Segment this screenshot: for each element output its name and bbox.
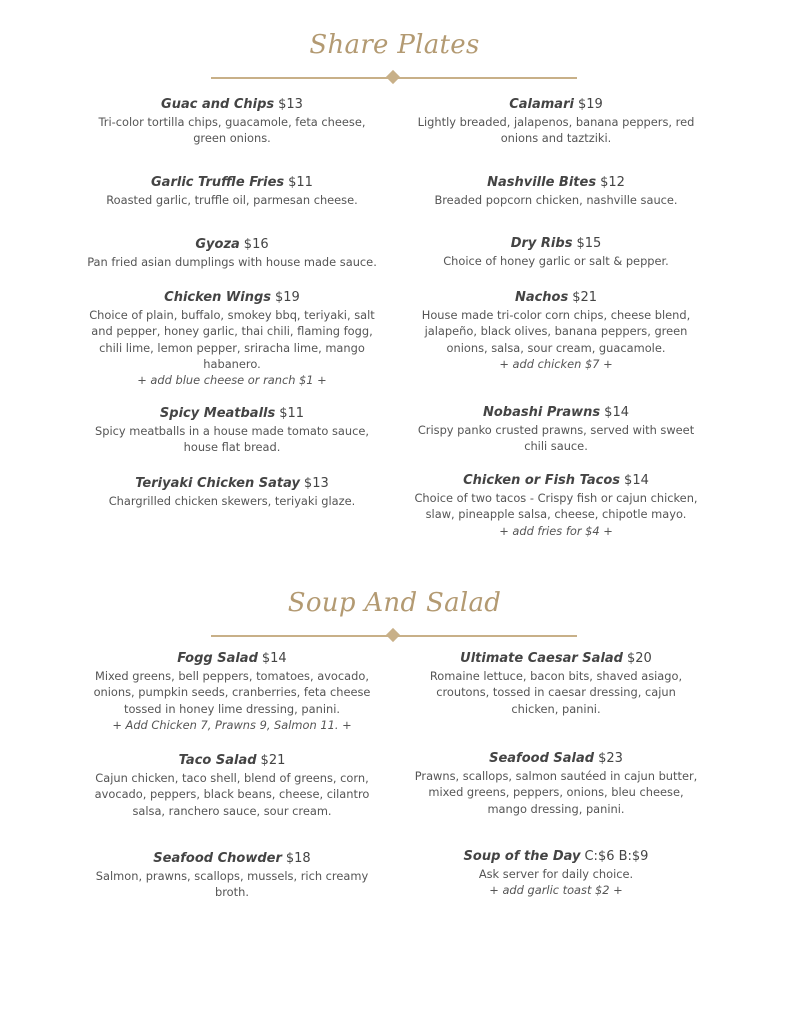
item-name: Dry Ribs	[510, 236, 573, 251]
item-description: Choice of two tacos - Crispy fish or cajun chicken, slaw, pineapple salsa, cheese, chipotle mayo.	[414, 491, 698, 522]
menu-item-nobashi-prawns	[411, 404, 701, 455]
menu-item-nachos	[411, 289, 701, 372]
item-name: Guac and Chips	[161, 97, 275, 112]
item-description: Prawns, scallops, salmon sautéed in cajun butter, mixed greens, peppers, onions, bleu cheese, mango dressing, panini.	[414, 769, 698, 816]
item-description: Cajun chicken, taco shell, blend of greens, corn, avocado, peppers, black beans, cheese, cilantro salsa, ranchero sauce, sour cream.	[94, 771, 370, 818]
item-description: Breaded popcorn chicken, nashville sauce.	[434, 193, 678, 207]
soup-and-salad-divider	[211, 630, 577, 642]
menu-item-garlic-truffle-fries	[87, 174, 377, 208]
menu-item-chicken-wings	[87, 289, 377, 388]
item-addon-note: + Add Chicken 7, Prawns 9, Salmon 11. +	[112, 717, 352, 732]
item-name: Spicy Meatballs	[159, 406, 276, 421]
item-name: Nashville Bites	[487, 175, 597, 190]
item-name: Chicken Wings	[164, 290, 271, 305]
item-addon-note: + add chicken $7 +	[499, 356, 613, 371]
item-description: Choice of honey garlic or salt & pepper.	[443, 254, 669, 268]
menu-item-nashville-bites	[411, 174, 701, 208]
item-price: $21	[572, 290, 598, 305]
item-price: $12	[600, 175, 625, 190]
item-description: Tri-color tortilla chips, guacamole, feta cheese, green onions.	[98, 115, 366, 146]
item-name: Seafood Salad	[489, 751, 595, 766]
item-description: Salmon, prawns, scallops, mussels, rich creamy broth.	[95, 869, 369, 900]
item-description: Choice of plain, buffalo, smokey bbq, teriyaki, salt and pepper, honey garlic, thai chili, flaming fogg, chili lime, lemon pepper, sriracha lime, mango habanero.	[89, 308, 375, 371]
item-price: $15	[576, 236, 602, 251]
item-price: $16	[243, 237, 269, 252]
item-name: Chicken or Fish Tacos	[463, 473, 621, 488]
item-name: Nobashi Prawns	[482, 405, 601, 420]
menu-item-seafood-salad	[411, 750, 701, 817]
item-description: Chargrilled chicken skewers, teriyaki glaze.	[108, 494, 356, 508]
item-price: $19	[275, 290, 300, 305]
item-description: Pan fried asian dumplings with house made sauce.	[87, 255, 377, 269]
menu-item-seafood-chowder	[87, 850, 377, 901]
menu-item-spicy-meatballs	[87, 405, 377, 456]
menu-item-dry-ribs	[411, 235, 701, 269]
menu-item-taco-salad	[87, 752, 377, 819]
item-price: $23	[598, 751, 623, 766]
item-price: $14	[624, 473, 649, 488]
item-name: Taco Salad	[178, 753, 257, 768]
item-addon-note: + add garlic toast $2 +	[489, 883, 623, 898]
item-description: Mixed greens, bell peppers, tomatoes, avocado, onions, pumpkin seeds, cranberries, feta cheese tossed in honey lime dressing, panini.	[93, 669, 371, 716]
menu-item-teriyaki-chicken-satay	[87, 475, 377, 509]
diamond-ornament-icon	[386, 628, 400, 642]
soup-and-salad-title: Soup And Salad	[287, 588, 502, 618]
item-price: $14	[261, 651, 287, 666]
item-description: Ask server for daily choice.	[478, 867, 634, 881]
item-price: $11	[288, 175, 313, 190]
item-name: Ultimate Caesar Salad	[460, 651, 623, 666]
menu-item-fogg-salad	[87, 650, 377, 733]
item-price: $13	[303, 476, 329, 491]
item-price: C:$6 B:$9	[584, 849, 649, 864]
item-price: $21	[260, 753, 286, 768]
menu-item-guac-and-chips	[87, 96, 377, 147]
item-addon-note: + add blue cheese or ranch $1 +	[137, 373, 327, 388]
share-plates-title: Share Plates	[309, 30, 480, 60]
item-description: Spicy meatballs in a house made tomato sauce, house flat bread.	[95, 424, 369, 455]
share-plates-divider	[211, 72, 577, 84]
item-name: Soup of the Day	[463, 849, 581, 864]
item-name: Nachos	[514, 290, 569, 305]
item-description: Lightly breaded, jalapenos, banana peppers, red onions and taztziki.	[417, 115, 695, 146]
item-price: $11	[279, 406, 305, 421]
item-price: $18	[285, 851, 311, 866]
item-name: Calamari	[509, 97, 574, 112]
item-description: Roasted garlic, truffle oil, parmesan cheese.	[106, 193, 358, 207]
item-addon-note: + add fries for $4 +	[499, 523, 613, 538]
item-description: Romaine lettuce, bacon bits, shaved asiago, croutons, tossed in caesar dressing, cajun chicken, panini.	[429, 669, 683, 716]
menu-item-soup-of-the-day	[411, 848, 701, 899]
menu-item-chicken-or-fish-tacos	[411, 472, 701, 539]
item-name: Garlic Truffle Fries	[151, 175, 285, 190]
menu-item-gyoza	[87, 236, 377, 270]
item-price: $13	[278, 97, 303, 112]
item-description: House made tri-color corn chips, cheese blend, jalapeño, black olives, banana peppers, green onions, salsa, sour cream, guacamole.	[421, 308, 691, 355]
item-price: $20	[626, 651, 652, 666]
item-name: Gyoza	[195, 237, 240, 252]
item-price: $14	[604, 405, 629, 420]
item-name: Seafood Chowder	[153, 851, 282, 866]
item-price: $19	[577, 97, 603, 112]
item-name: Fogg Salad	[177, 651, 258, 666]
menu-item-ultimate-caesar-salad	[411, 650, 701, 717]
item-name: Teriyaki Chicken Satay	[135, 476, 300, 491]
diamond-ornament-icon	[386, 70, 400, 84]
menu-item-calamari	[411, 96, 701, 147]
item-description: Crispy panko crusted prawns, served with sweet chili sauce.	[417, 423, 695, 454]
